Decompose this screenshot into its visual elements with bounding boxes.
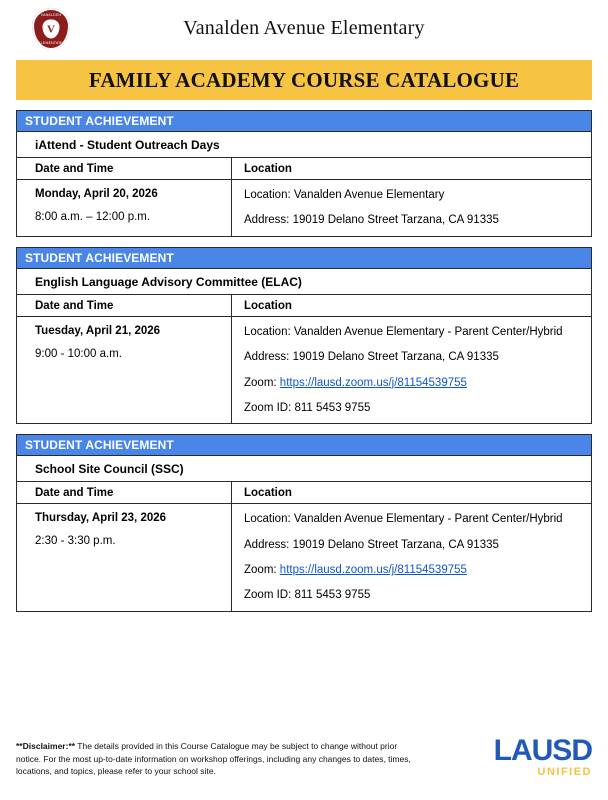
zoom-link[interactable]: https://lausd.zoom.us/j/81154539755 [279,376,467,389]
column-header-date: Date and Time [17,295,232,316]
event-time: 9:00 - 10:00 a.m. [35,347,122,360]
zoom-line [244,376,583,390]
zoom-id-line: Zoom ID: 811 5453 9755 [244,589,371,602]
lausd-logo-main: LAUSD [493,734,592,767]
catalogue-banner [16,60,592,100]
crest-monogram: V [43,20,60,39]
course-section [16,434,592,612]
location-line: Location: Vanalden Avenue Elementary [244,189,445,201]
banner-title: FAMILY ACADEMY COURSE CATALOGUE [88,67,520,92]
crest-arc-top: VANALDEN [40,13,62,17]
zoom-line [244,563,583,577]
crest-arc-bottom: ELEMENTARY [38,41,64,45]
section-category: STUDENT ACHIEVEMENT [17,435,591,456]
column-header-date: Date and Time [17,482,232,503]
section-category: STUDENT ACHIEVEMENT [17,111,591,132]
section-course-title: School Site Council (SSC) [17,456,591,482]
table-row [17,504,591,611]
table-header-row [17,482,591,504]
document-footer [16,736,592,778]
lausd-logo-sub: UNIFIED [537,766,592,778]
event-time: 2:30 - 3:30 p.m. [35,535,116,548]
lausd-logo [494,736,592,778]
section-category: STUDENT ACHIEVEMENT [17,248,591,269]
disclaimer-label: **Disclaimer:** [16,740,76,751]
table-header-row [17,295,591,317]
course-section [16,247,592,425]
event-date: Monday, April 20, 2026 [35,188,158,200]
column-header-location: Location [244,299,292,312]
date-time-cell [17,504,232,611]
zoom-label: Zoom: [244,376,280,389]
address-line: Address: 19019 Delano Street Tarzana, CA 91335 [244,214,499,227]
event-time: 8:00 a.m. – 12:00 p.m. [35,211,151,223]
zoom-label: Zoom: [244,564,280,576]
table-header-row [17,158,591,180]
event-date: Thursday, April 23, 2026 [35,512,167,525]
address-line: Address: 19019 Delano Street Tarzana, CA 91335 [244,351,499,364]
date-time-cell [17,180,232,236]
section-course-title: English Language Advisory Committee (ELAC) [17,269,591,295]
event-date: Tuesday, April 21, 2026 [35,324,161,337]
location-cell [232,317,591,424]
school-crest-icon [32,8,70,50]
column-header-date: Date and Time [17,158,232,179]
location-cell [232,180,591,236]
zoom-link[interactable]: https://lausd.zoom.us/j/81154539755 [279,564,467,576]
disclaimer-body: The details provided in this Course Catalogue may be subject to change without prior notice. For the most up-to-date information on workshop offerings, including any changes to dates, times, locations, and topics, please refer to your school site. [16,740,411,777]
page-title: Vanalden Avenue Elementary [183,16,425,39]
table-row [17,317,591,424]
address-line: Address: 19019 Delano Street Tarzana, CA 91335 [244,538,499,551]
location-line: Location: Vanalden Avenue Elementary - Parent Center/Hybrid [244,513,563,526]
column-header-location: Location [244,487,292,500]
disclaimer-text [16,740,416,778]
location-line: Location: Vanalden Avenue Elementary - Parent Center/Hybrid [244,325,563,338]
table-row [17,180,591,236]
zoom-id-line: Zoom ID: 811 5453 9755 [244,401,371,414]
section-course-title: iAttend - Student Outreach Days [17,132,591,158]
column-header-location: Location [244,163,292,175]
course-section [16,110,592,237]
location-cell [232,504,591,611]
date-time-cell [17,317,232,424]
document-header [16,0,592,56]
